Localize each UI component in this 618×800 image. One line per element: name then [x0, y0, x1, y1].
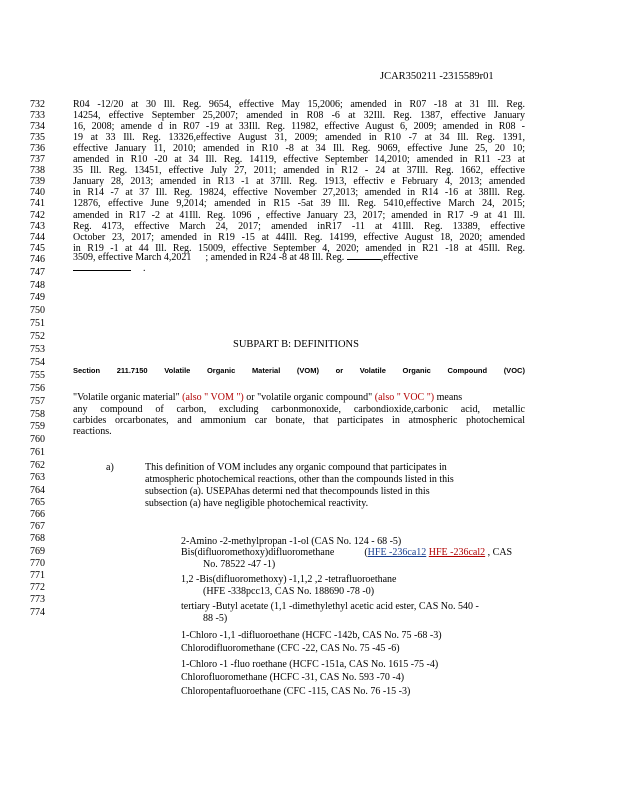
line-number: 765 [30, 496, 45, 508]
line-number: 744 [30, 231, 45, 243]
compound-2: Bis(difluoromethoxy)difluoromethane (HFE -236ca12 HFE -236cal2 , CAS [181, 547, 513, 558]
section-heading-word: Material [251, 366, 281, 375]
line-number: 755 [30, 369, 45, 381]
line-number: 745 [30, 242, 45, 254]
history-line: October 23, 2017; amended in R19 -15 at 44Ill. Reg. 14199, effective August 18, 2020; amended [73, 231, 525, 243]
inserted-text: HFE -236cal2 [428, 547, 486, 558]
line-number: 743 [30, 220, 45, 232]
compound-5: 1-Chloro -1,1 -difluoroethane (HCFC -142b, CAS No. 75 -68 -3) [181, 630, 442, 641]
line-number: 764 [30, 484, 45, 496]
line-number: 741 [30, 198, 45, 210]
compound-2-cont: No. 78522 -47 -1) [203, 559, 276, 570]
history-line: R04 -12/20 at 30 Ill. Reg. 9654, effective May 15,2006; amended in R07 -18 at 31 Ill. Reg. [73, 99, 525, 110]
subsection-a-line-3: subsection (a). USEPAhas determi ned that thecompounds listed in this [145, 486, 430, 497]
line-number: 760 [30, 434, 45, 446]
section-heading-word: (VOC) [503, 366, 525, 375]
history-line: effective January 11, 2010; amended in R10 -8 at 34 Ill. Reg. 9069, effective June 25, 20 10; [73, 143, 525, 155]
line-number: 735 [30, 132, 45, 144]
history-line: amended in R17 -2 at 41Ill. Reg. 1096 , effective January 23, 2017; amended in R17 -9 at 41 Ill. [73, 209, 525, 221]
history-line: Reg. 4173, effective March 24, 2017; amended inR17 -11 at 41Ill. Reg. 13389, effective [73, 220, 525, 232]
line-number: 759 [30, 421, 45, 433]
line-number: 768 [30, 533, 45, 545]
section-heading-word: (VOM) [296, 366, 320, 375]
section-heading-word: Volatile [359, 366, 386, 375]
compound-9: Chloropentafluoroethane (CFC -115, CAS No. 76 -15 -3) [181, 686, 411, 697]
line-number: 753 [30, 344, 45, 355]
line-number: 738 [30, 165, 45, 177]
subpart-heading: SUBPART B: DEFINITIONS [233, 339, 359, 350]
compound-8: Chlorofluoromethane (HCFC -31, CAS No. 593 -70 -4) [181, 672, 405, 683]
line-number: 769 [30, 545, 45, 557]
line-number: 736 [30, 143, 45, 155]
history-line: 16, 2008; amende d in R07 -19 at 33Ill. Reg. 11982, effective August 6, 2009; amended in R08 - [73, 121, 525, 133]
line-number: 748 [30, 279, 45, 291]
line-number: 750 [30, 305, 45, 317]
line-number: 761 [30, 447, 45, 459]
history-line: 19 at 33 Ill. Reg. 13326,effective August 31, 2009; amended in R10 -7 at 34 Ill. Reg. 1391, [73, 132, 525, 144]
line-number: 739 [30, 176, 45, 188]
line-number: 770 [30, 557, 45, 569]
deleted-text: HFE -236ca12 [367, 547, 427, 558]
definition-line-2: any compound of carbon, excluding carbonmonoxide, carbondioxide,carbonic acid, metallic [73, 404, 525, 415]
line-number: 772 [30, 582, 45, 594]
compound-4-cont: 88 -5) [203, 613, 228, 624]
line-number: 762 [30, 460, 45, 472]
compound-6: Chlorodifluoromethane (CFC -22, CAS No. 75 -45 -6) [181, 643, 400, 654]
blank-effective-date [73, 262, 131, 271]
history-line: in R19 -1 at 44 Ill. Reg. 15009, effective September 4, 2020; amended in R21 -18 at 45Ill. Reg. [73, 242, 525, 254]
blank-register-page [347, 251, 381, 260]
subsection-a-line-1: This definition of VOM includes any organic compound that participates in [145, 462, 447, 473]
history-line: January 28, 2013; amended in R13 -1 at 37Ill. Reg. 1913, effectiv e February 4, 2013; amended [73, 176, 525, 188]
definition-line-4: reactions. [73, 426, 112, 437]
section-heading-word: Organic [402, 366, 431, 375]
line-number: 754 [30, 356, 45, 368]
line-number: 742 [30, 209, 45, 221]
line-number: 732 [30, 99, 45, 110]
compound-4: tertiary -Butyl acetate (1,1 -dimethylethyl acetic acid ester, CAS No. 540 - [181, 601, 479, 612]
subsection-a-line-2: atmospheric photochemical reactions, other than the compounds listed in this [145, 474, 454, 485]
line-number: 733 [30, 110, 45, 122]
line-number: 749 [30, 292, 45, 304]
compound-7: 1-Chloro -1 -fluo roethane (HCFC -151a, CAS No. 1615 -75 -4) [181, 659, 439, 670]
line-number: 746 [30, 253, 45, 265]
line-number: 766 [30, 508, 45, 520]
document-id: JCAR350211 -2315589r01 [380, 71, 494, 82]
line-number: 752 [30, 331, 45, 343]
compound-3: 1,2 -Bis(difluoromethoxy) -1,1,2 ,2 -tetrafluoroethane [181, 574, 397, 585]
subsection-a-line-4: subsection (a) have negligible photochemical reactivity. [145, 498, 369, 509]
history-line: 12876, effective June 9,2014; amended in R15 -5at 39 Ill. Reg. 5410,effective March 24, 2015; [73, 198, 525, 210]
history-line-745: 3509, effective March 4,2021 ; amended in R24 -8 at 48 Ill. Reg. ,effective [73, 252, 419, 263]
line-number: 756 [30, 382, 45, 394]
compound-1: 2-Amino -2-methylpropan -1-ol (CAS No. 124 - 68 -5) [181, 536, 402, 547]
line-number: 757 [30, 395, 45, 407]
section-heading-word: Compound [447, 366, 488, 375]
line-number: 758 [30, 408, 45, 420]
definition-line-3: carbides orcarbonates, and ammonium car bonate, that participates in atmospheric photochemical [73, 415, 525, 426]
line-number: 763 [30, 472, 45, 484]
line-number: 740 [30, 187, 45, 199]
history-line: amended in R10 -20 at 34 Ill. Reg. 14119, effective September 14,2010; amended in R11 -23 at [73, 154, 525, 166]
definition-line-1: "Volatile organic material" (also " VOM ") or "volatile organic compound" (also " VOC ") means [73, 392, 463, 403]
section-heading-word: Section [73, 366, 101, 375]
history-line: 35 Ill. Reg. 13451, effective July 27, 2011; amended in R12 - 24 at 37Ill. Reg. 1662, effective [73, 165, 525, 177]
history-line: in R14 -7 at 37 Ill. Reg. 19824, effective November 27,2013; amended in R14 -16 at 38Ill. Reg. [73, 187, 525, 199]
section-heading-word: 211.7150 [116, 366, 148, 375]
line-number: 771 [30, 569, 45, 581]
subsection-a-label: a) [106, 462, 114, 473]
line-number: 734 [30, 121, 45, 133]
line-number: 751 [30, 318, 45, 330]
section-heading-word: Organic [206, 366, 236, 375]
section-heading-word: Volatile [164, 366, 191, 375]
line-number: 737 [30, 154, 45, 166]
history-line-746: . [73, 262, 146, 274]
line-number: 747 [30, 266, 45, 278]
line-number: 774 [30, 606, 45, 618]
compound-3-cont: (HFE -338pcc13, CAS No. 188690 -78 -0) [203, 586, 375, 597]
line-number: 773 [30, 594, 45, 606]
line-number: 767 [30, 521, 45, 533]
section-heading [73, 366, 525, 375]
history-line: 14254, effective September 25,2007; amended in R08 -6 at 32Ill. Reg. 1387, effective January [73, 110, 525, 122]
section-heading-word: or [335, 366, 344, 375]
